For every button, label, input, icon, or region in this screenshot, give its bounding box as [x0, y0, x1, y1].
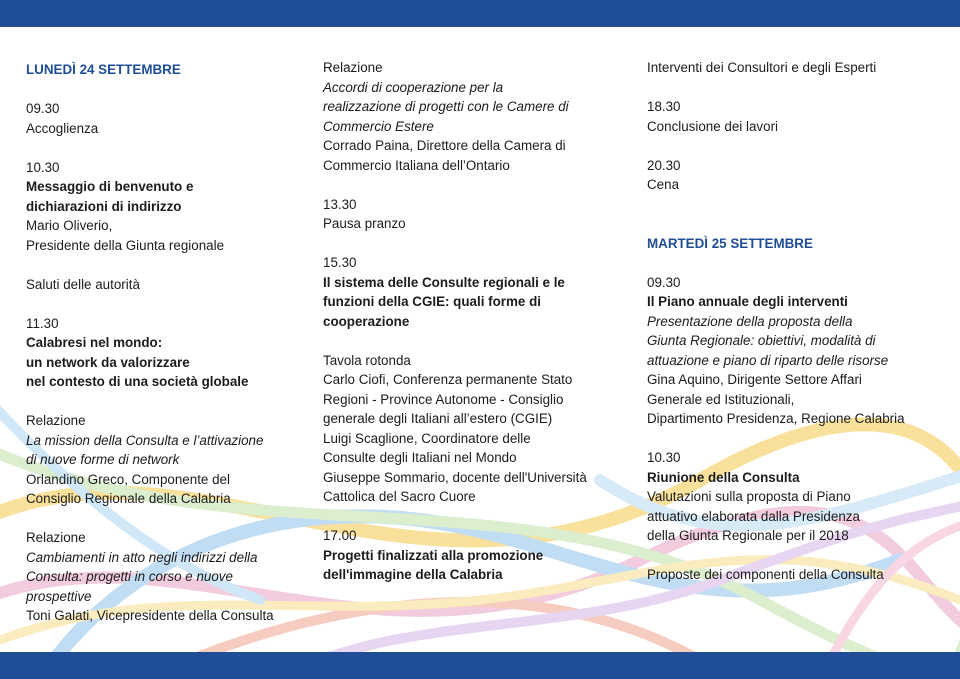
- speaker: Luigi Scaglione, Coordinatore delle: [323, 430, 531, 446]
- column-middle: [323, 58, 628, 585]
- speaker: Generale ed Istituzionali,: [647, 391, 795, 407]
- session-text: attuativo elaborata dalla Presidenza: [647, 508, 860, 524]
- speaker: Toni Galati, Vicepresidente della Consulta: [26, 608, 274, 623]
- speaker: Presidente della Giunta regionale: [26, 237, 225, 253]
- session-topic: Consulta: progetti in corso e nuove: [26, 569, 233, 584]
- session-topic: Commercio Estere: [323, 118, 434, 134]
- speaker: Gina Aquino, Dirigente Settore Affari: [647, 372, 862, 387]
- speaker: Consulte degli Italiani nel Mondo: [323, 450, 517, 465]
- session-text: Saluti delle autorità: [26, 276, 140, 292]
- session-title: funzioni della CGIE: quali forme di: [323, 294, 541, 309]
- session-text: Interventi dei Consultori e degli Esperti: [647, 60, 877, 75]
- session-topic: attuazione e piano di riparto delle risorse: [647, 352, 889, 368]
- session-text: Cena: [647, 177, 680, 192]
- session-title: dichiarazioni di indirizzo: [26, 198, 182, 214]
- session-title: nel contesto di una società globale: [26, 374, 249, 389]
- session-topic: Accordi di cooperazione per la: [323, 79, 504, 95]
- session-topic: realizzazione di progetti con le Camere di: [323, 99, 569, 114]
- session-title: Calabresi nel mondo:: [26, 335, 163, 350]
- session-topic: Cambiamenti in atto negli indirizzi della: [26, 549, 258, 565]
- time: 18.30: [647, 99, 681, 114]
- time: 20.30: [647, 157, 681, 173]
- session-topic: La mission della Consulta e l’attivazione: [26, 432, 264, 448]
- session-title: Il sistema delle Consulte regionali e le: [323, 274, 565, 290]
- time: 13.30: [323, 196, 357, 212]
- session-topic: prospettive: [26, 588, 92, 604]
- speaker: Corrado Paina, Direttore della Camera di: [323, 138, 566, 153]
- speaker: Mario Oliverio,: [26, 218, 113, 233]
- time: 15.30: [323, 255, 357, 270]
- session-title: un network da valorizzare: [26, 354, 190, 370]
- session-label: Relazione: [26, 413, 86, 428]
- time: 09.30: [647, 274, 681, 290]
- speaker: Commercio Italiana dell’Ontario: [323, 157, 510, 173]
- time: 17.00: [323, 528, 357, 543]
- session-title: Progetti finalizzati alla promozione: [323, 547, 544, 563]
- session-title: Riunione della Consulta: [647, 469, 800, 485]
- column-right: [647, 58, 947, 585]
- session-text: Accoglienza: [26, 120, 99, 136]
- session-topic: Presentazione della proposta della: [647, 313, 853, 329]
- session-title: Il Piano annuale degli interventi: [647, 294, 848, 309]
- time: 09.30: [26, 101, 60, 116]
- session-title: Messaggio di benvenuto e: [26, 179, 194, 194]
- day-heading-monday: LUNEDÌ 24 SETTEMBRE: [26, 62, 181, 77]
- column-left: [26, 58, 316, 626]
- speaker: Giuseppe Sommario, docente dell'Università: [323, 469, 587, 485]
- session-label: Relazione: [26, 530, 86, 545]
- speaker: Dipartimento Presidenza, Regione Calabria: [647, 411, 905, 426]
- bottom-band: [0, 652, 960, 679]
- session-text: Pausa pranzo: [323, 216, 406, 231]
- session-title: dell'immagine della Calabria: [323, 567, 503, 582]
- session-title: cooperazione: [323, 313, 410, 329]
- speaker: Carlo Ciofi, Conferenza permanente Stato: [323, 372, 573, 387]
- speaker: Orlandino Greco, Componente del: [26, 471, 230, 487]
- time: 10.30: [26, 159, 60, 175]
- session-topic: di nuove forme di network: [26, 452, 180, 467]
- session-label: Relazione: [323, 60, 383, 75]
- session-topic: Giunta Regionale: obiettivi, modalità di: [647, 333, 876, 348]
- speaker: Cattolica del Sacro Cuore: [323, 489, 476, 504]
- speaker: Consiglio Regionale della Calabria: [26, 491, 231, 506]
- session-text: Valutazioni sulla proposta di Piano: [647, 489, 851, 504]
- day-heading-tuesday: MARTEDÌ 25 SETTEMBRE: [647, 235, 813, 251]
- session-label: Tavola rotonda: [323, 352, 411, 368]
- time: 10.30: [647, 450, 681, 465]
- session-text: Proposte dei componenti della Consulta: [647, 567, 884, 582]
- speaker: Regioni - Province Autonome - Consiglio: [323, 391, 564, 407]
- session-text: della Giunta Regionale per il 2018: [647, 528, 849, 543]
- speaker: generale degli Italiani all’estero (CGIE): [323, 411, 553, 426]
- time: 11.30: [26, 315, 59, 331]
- session-text: Conclusione dei lavori: [647, 118, 779, 134]
